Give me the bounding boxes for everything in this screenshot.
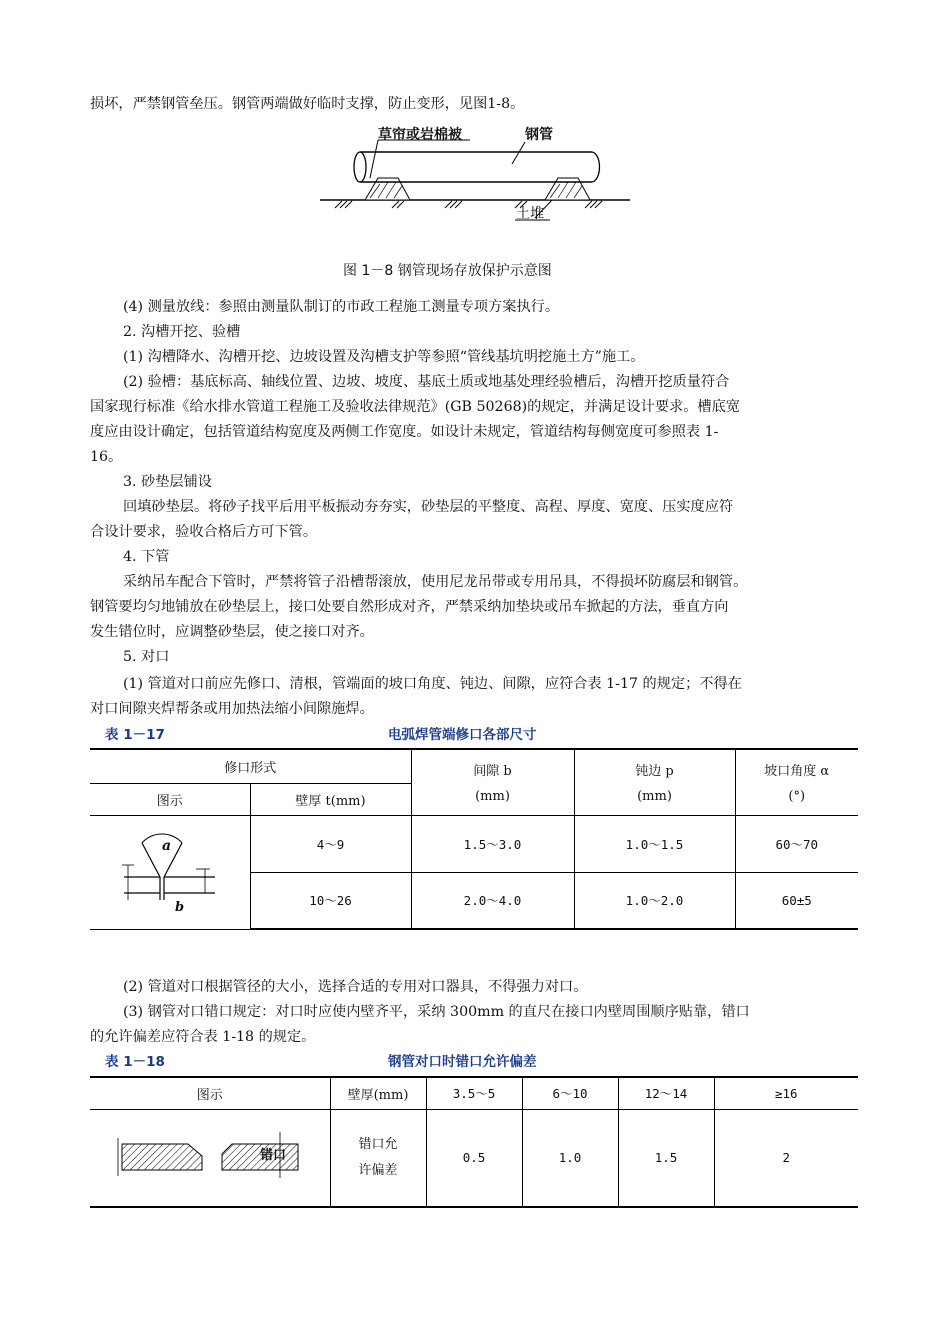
cell-tolerance: 2 [714,1109,858,1207]
paragraph-line: 16。 [90,449,123,465]
header-gap-unit: (mm) [475,789,510,805]
header-thickness-range: ≥16 [714,1077,858,1109]
paragraph-line: 损坏，严禁钢管垒压。钢管两端做好临时支撑，防止变形，见图1-8。 [90,96,525,112]
section-heading: 5. 对口 [123,649,170,665]
paragraph-line: 发生错位时，应调整砂垫层，使之接口对齐。 [90,624,374,640]
paragraph-line: 钢管要均匀地铺放在砂垫层上，接口处要自然形成对齐，严禁采纳加垫块或吊车掀起的方法，垂直方向 [90,599,729,615]
section-heading: 2. 沟槽开挖、验槽 [123,324,241,340]
paragraph-line: 对口间隙夹焊帮条或用加热法缩小间隙施焊。 [90,701,374,717]
cell-blunt: 1.0～1.5 [574,815,735,872]
figure-label-mound: 土堆 [516,206,544,222]
table-number: 表 1－17 [105,727,165,743]
pipe-storage-diagram [320,120,640,230]
cell-gap: 2.0～4.0 [411,872,574,929]
table-number: 表 1－18 [105,1054,165,1070]
figure-label-straw: 草帘或岩棉被 [378,127,462,143]
header-gap [411,749,574,815]
paragraph-line: (3) 钢管对口错口规定：对口时应使内壁齐平，采纳 300mm 的直尺在接口内壁周围顺序贴靠，错口 [123,1004,750,1020]
header-thickness-range: 12～14 [618,1077,714,1109]
header-wall-thickness: 壁厚 t(mm) [250,783,411,815]
table-weld-bevel-dimensions [90,748,858,930]
table-row [90,815,858,872]
paragraph-line: 国家现行标准《给水排水管道工程施工及验收法律规范》(GB 50268)的规定，并满足设计要求。槽底宽 [90,399,740,415]
header-blunt-edge [574,749,735,815]
figure-caption: 图 1－8 钢管现场存放保护示意图 [343,263,552,279]
cell-tolerance: 1.5 [618,1109,714,1207]
header-diagram: 图示 [90,783,250,815]
paragraph-line: 回填砂垫层。将砂子找平后用平板振动夯夯实，砂垫层的平整度、高程、厚度、宽度、压实度应符 [123,499,734,515]
bevel-diagram-cell [90,815,250,929]
paragraph-line: 度应由设计确定，包括管道结构宽度及两侧工作宽度。如设计未规定，管道结构每侧宽度可参照表 1- [90,424,719,440]
diagram-label-misalignment: 错口 [260,1147,287,1163]
section-heading: 4. 下管 [123,549,170,565]
table-title: 钢管对口时错口允许偏差 [388,1054,537,1070]
section-heading: 3. 砂垫层铺设 [123,474,212,490]
paragraph-line: 采纳吊车配合下管时，严禁将管子沿槽帮滚放，使用尼龙吊带或专用吊具，不得损坏防腐层和钢管。 [123,574,748,590]
header-diagram: 图示 [90,1077,330,1109]
cell-tolerance: 1.0 [522,1109,618,1207]
header-bevel-angle [735,749,858,815]
cell-angle: 60～70 [735,815,858,872]
figure-label-pipe: 钢管 [525,127,553,143]
cell-thickness: 10～26 [250,872,411,929]
cell-row-label [330,1109,426,1207]
table-title: 电弧焊管端修口各部尺寸 [388,727,537,743]
header-gap-label: 间隙 b [473,764,512,780]
diagram-label-angle: a [162,837,172,854]
paragraph-line: (2) 管道对口根据管径的大小，选择合适的专用对口器具，不得强力对口。 [123,979,588,995]
cell-blunt: 1.0～2.0 [574,872,735,929]
paragraph-line: (1) 管道对口前应先修口、清根，管端面的坡口角度、钝边、间隙，应符合表 1-17 的规定；不得在 [123,676,742,692]
paragraph-line: 的允许偏差应符合表 1-18 的规定。 [90,1029,316,1045]
table-misalignment-tolerance [90,1076,858,1208]
header-wall-thickness: 壁厚(mm) [330,1077,426,1109]
header-thickness-range: 3.5～5 [426,1077,522,1109]
row-label-line2: 许偏差 [358,1162,398,1178]
cell-gap: 1.5～3.0 [411,815,574,872]
header-bevel-form: 修口形式 [90,749,411,783]
table-row [90,1109,858,1207]
paragraph-line: 合设计要求，验收合格后方可下管。 [90,524,318,540]
paragraph-line: (2) 验槽：基底标高、轴线位置、边坡、坡度、基底土质或地基处理经验槽后，沟槽开挖质量符合 [123,374,730,390]
cell-thickness: 4～9 [250,815,411,872]
misalignment-diagram-cell [90,1109,330,1207]
paragraph-line: (4) 测量放线：参照由测量队制订的市政工程施工测量专项方案执行。 [123,299,560,315]
cell-tolerance: 0.5 [426,1109,522,1207]
pipe-storage-figure [320,120,640,230]
header-angle-unit: (°) [788,789,806,805]
header-angle-label: 坡口角度 α [764,764,830,780]
cell-angle: 60±5 [735,872,858,929]
row-label-line1: 错口允 [358,1136,398,1152]
paragraph-line: (1) 沟槽降水、沟槽开挖、边坡设置及沟槽支护等参照“管线基坑明挖施土方”施工。 [123,349,645,365]
diagram-label-gap: b [175,899,185,915]
header-blunt-unit: (mm) [637,789,672,805]
header-thickness-range: 6～10 [522,1077,618,1109]
header-blunt-label: 钝边 p [635,764,674,780]
